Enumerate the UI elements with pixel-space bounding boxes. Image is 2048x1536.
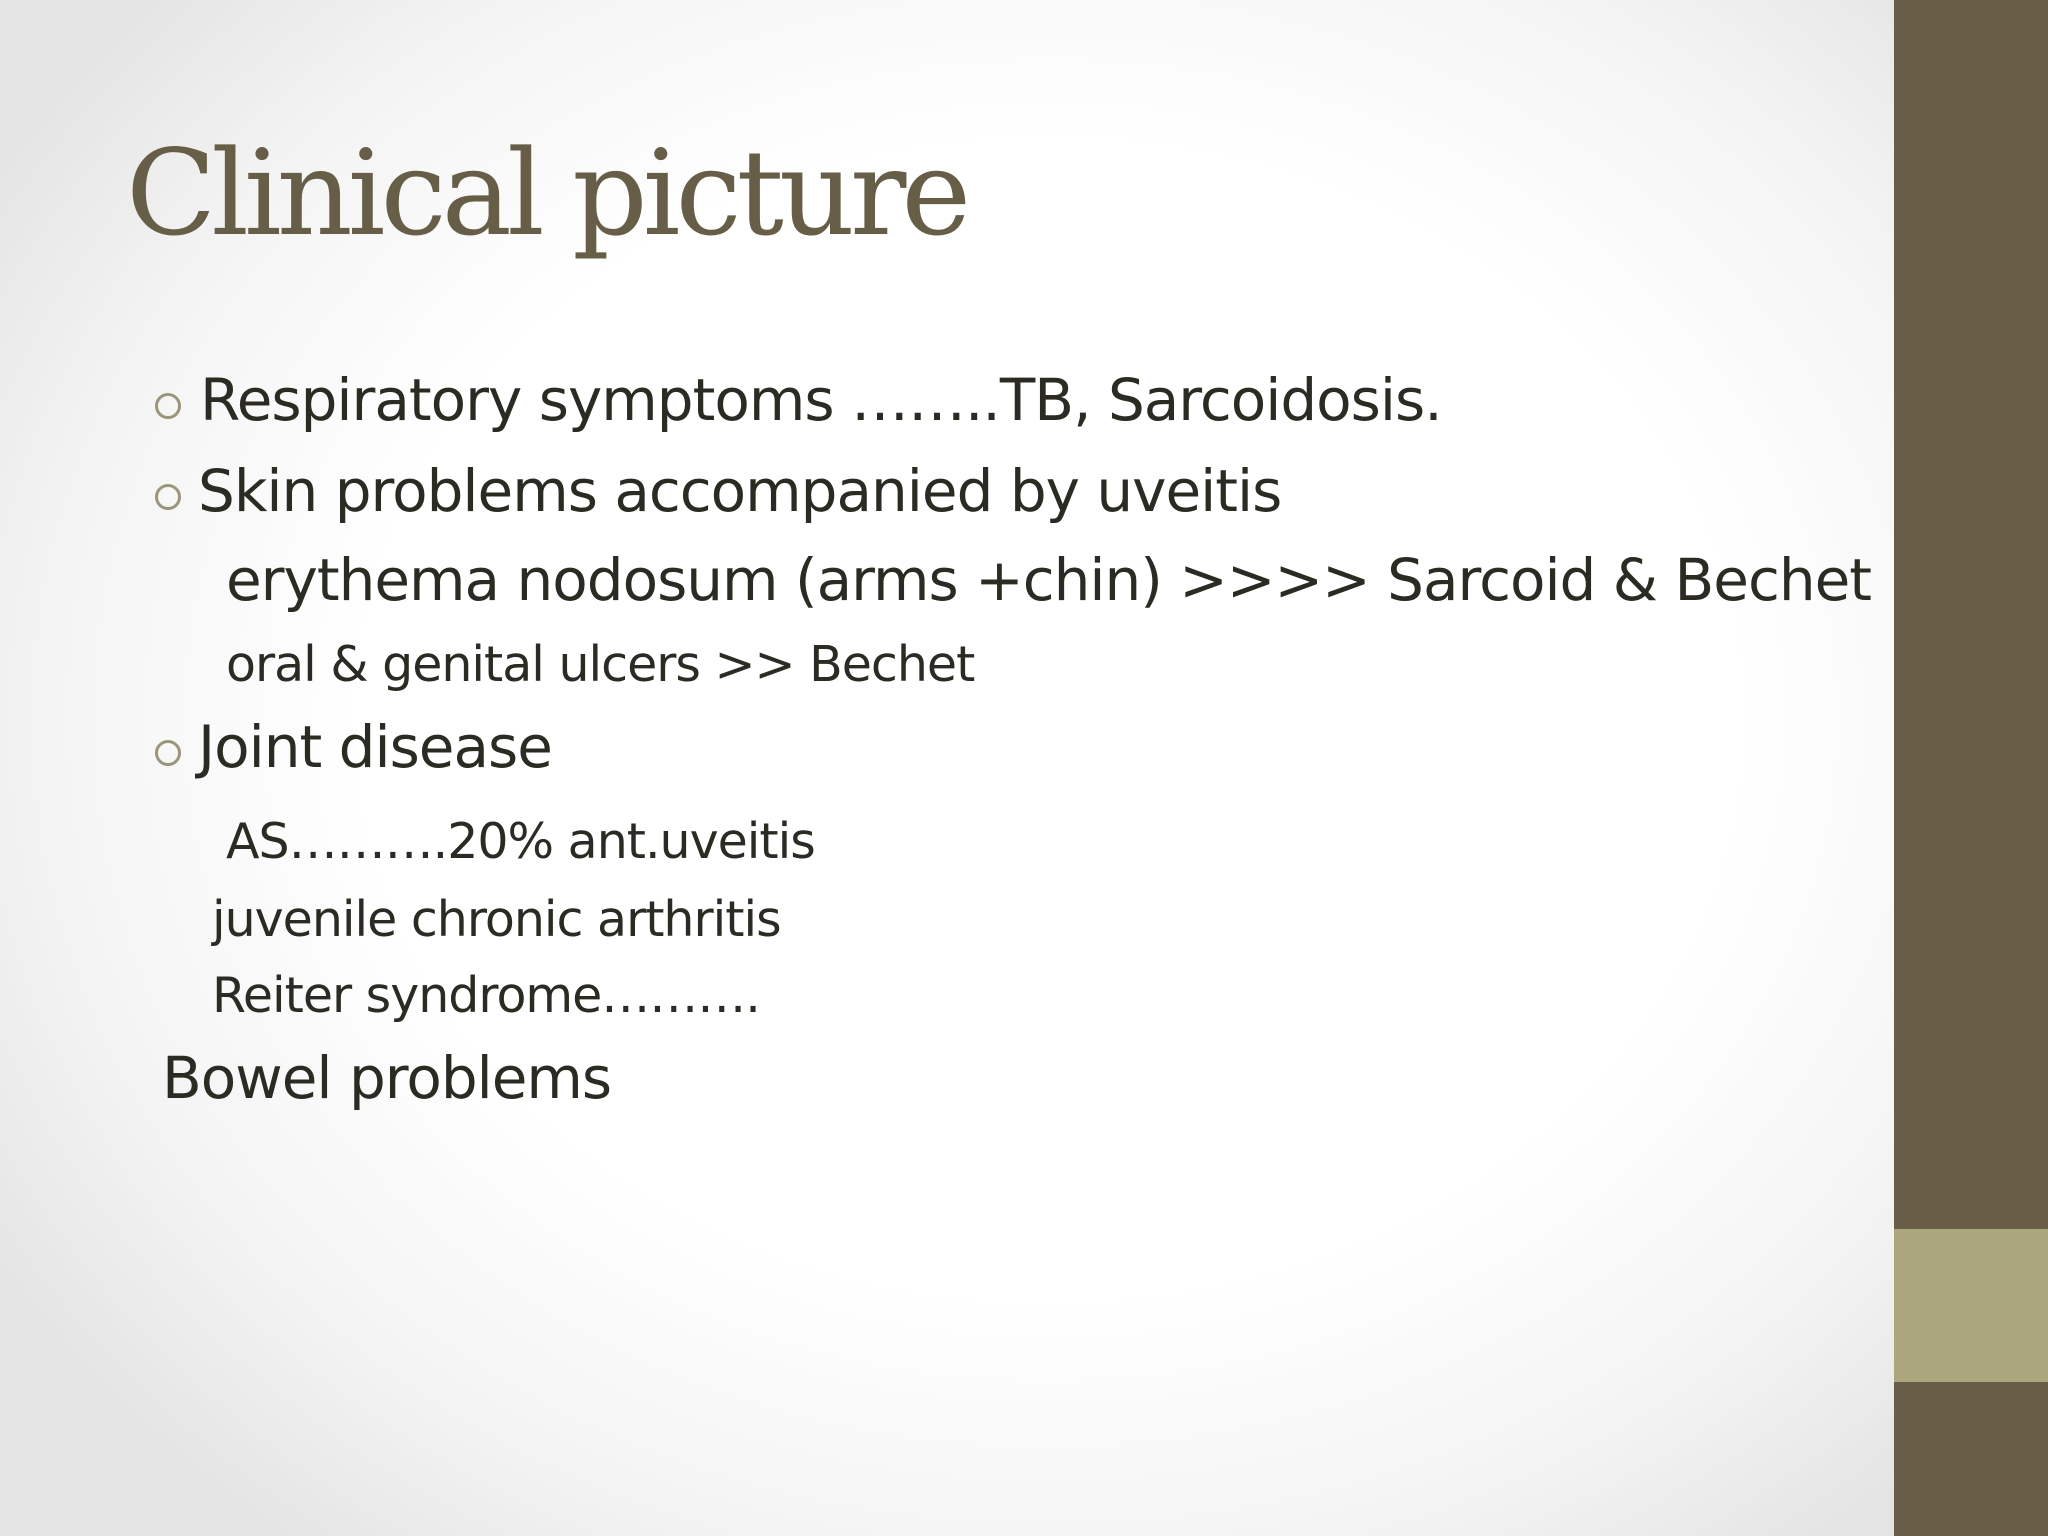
slide-title: Clinical picture: [126, 124, 967, 262]
body-line: Joint disease: [198, 713, 552, 781]
body-line: Skin problems accompanied by uveitis: [198, 457, 1282, 525]
body-line: Bowel problems: [162, 1044, 612, 1112]
right-bar-accent: [1894, 1229, 2048, 1382]
body-line: juvenile chronic arthritis: [212, 891, 781, 948]
body-line: erythema nodosum (arms +chin) >>>> Sarcoid & Bechet: [226, 546, 1872, 614]
body-line: oral & genital ulcers >> Bechet: [226, 636, 975, 693]
bullet-circle-icon: [155, 484, 181, 510]
body-line: AS……….20% ant.uveitis: [226, 813, 815, 870]
body-line: Reiter syndrome……….: [212, 967, 760, 1024]
bullet-circle-icon: [155, 393, 181, 419]
bullet-circle-icon: [155, 740, 181, 766]
body-line: Respiratory symptoms ……..TB, Sarcoidosis.: [200, 366, 1442, 434]
right-decorative-bar: [1894, 0, 2048, 1536]
